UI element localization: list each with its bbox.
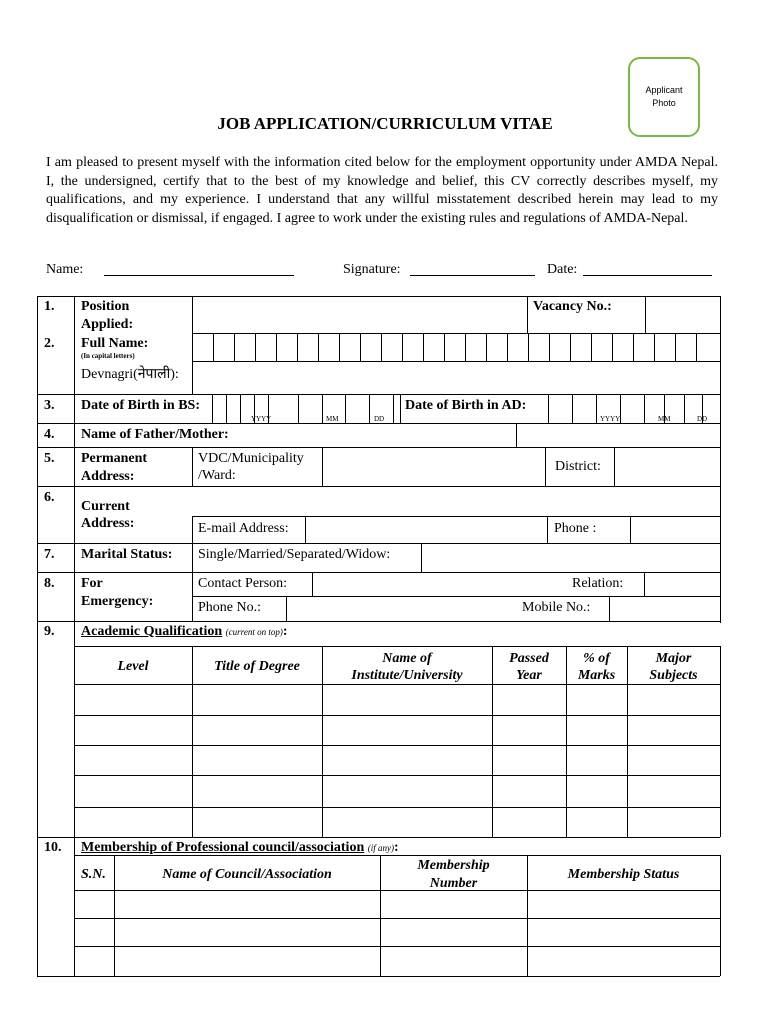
academic-row[interactable] — [75, 776, 720, 807]
signature-label: Signature: — [343, 262, 401, 277]
capital-letters-note: (In capital letters) — [81, 352, 135, 360]
phone-label: Phone : — [554, 521, 597, 536]
dob-ad-dd: DD — [697, 415, 708, 423]
dob-bs-field[interactable] — [213, 395, 393, 423]
row-number-1: 1. — [44, 299, 55, 314]
row-number-8: 8. — [44, 576, 55, 591]
row-number-10: 10. — [44, 840, 62, 855]
intro-paragraph: I am pleased to present myself with the information cited below for the employment opportunity under AMDA Nepal. I, the undersigned, certify that to the best of my knowledge and belief, this CV correctly describes myself, my qualifications, and my experience. I understand that any willful misstatement described herein may lead to my disqualification or dismissal, if engaged. I agree to work under the existing rules and regulations of AMDA-Nepal. — [46, 155, 718, 226]
photo-label-line1: Applicant — [645, 85, 683, 95]
district-label: District: — [555, 459, 601, 474]
academic-heading — [81, 623, 287, 641]
academic-row[interactable] — [75, 746, 720, 775]
academic-label: Academic Qualification — [81, 624, 223, 639]
emergency-label: Emergency: — [81, 594, 154, 609]
row-number-3: 3. — [44, 398, 55, 413]
dob-ad-yyyy: YYYY — [600, 415, 621, 423]
mobile-no-field[interactable] — [610, 597, 720, 621]
membership-label: Membership of Professional council/association — [81, 840, 365, 855]
row-number-6: 6. — [44, 490, 55, 505]
vdc-label-line1: VDC/Municipality — [198, 451, 304, 466]
academic-row[interactable] — [75, 808, 720, 837]
col-major-line1: Major — [655, 651, 692, 666]
current-address-field[interactable] — [193, 487, 720, 516]
dob-ad-field[interactable] — [549, 395, 719, 423]
name-line[interactable] — [104, 275, 294, 276]
fullname-label: Full Name: — [81, 336, 149, 351]
col-institute-line2: Institute/University — [351, 668, 463, 683]
signature-line[interactable] — [410, 275, 535, 276]
vacancy-label: Vacancy No.: — [533, 299, 612, 314]
row-number-9: 9. — [44, 624, 55, 639]
dob-bs-label: Date of Birth in BS: — [81, 398, 200, 413]
row-number-2: 2. — [44, 336, 55, 351]
permanent-address-label: Address: — [81, 469, 135, 484]
academic-note: (current on top) — [225, 627, 283, 637]
current-address-label: Address: — [81, 516, 135, 531]
col-degree: Title of Degree — [214, 659, 300, 674]
relation-field[interactable] — [645, 573, 720, 596]
vacancy-field[interactable] — [646, 297, 719, 333]
vdc-label-line2: /Ward: — [198, 468, 236, 483]
academic-row[interactable] — [75, 685, 720, 715]
col-membership-status: Membership Status — [567, 867, 680, 882]
father-mother-field[interactable] — [250, 424, 715, 447]
dob-ad-label: Date of Birth in AD: — [405, 398, 527, 413]
date-label: Date: — [547, 262, 578, 277]
fullname-letter-boxes[interactable] — [193, 334, 720, 361]
col-council: Name of Council/Association — [162, 867, 332, 882]
col-membership-number-line2: Number — [429, 876, 478, 891]
col-level: Level — [117, 659, 149, 674]
membership-row[interactable] — [75, 891, 720, 918]
devnagri-label: Devnagri(नेपाली): — [81, 367, 179, 382]
dob-bs-dd: DD — [374, 415, 385, 423]
col-membership-number-line1: Membership — [417, 858, 490, 873]
membership-row[interactable] — [75, 947, 720, 976]
row-number-7: 7. — [44, 547, 55, 562]
col-marks-line1: % of — [583, 651, 610, 666]
row-number-5: 5. — [44, 451, 55, 466]
phone-field[interactable] — [631, 517, 720, 543]
marital-options-label: Single/Married/Separated/Widow: — [198, 547, 391, 562]
vdc-field[interactable] — [323, 448, 544, 486]
col-major-line2: Subjects — [649, 668, 698, 683]
name-label: Name: — [46, 262, 84, 277]
position-field[interactable] — [193, 297, 526, 333]
applied-label: Applied: — [81, 317, 134, 332]
membership-colon: : — [393, 840, 399, 855]
contact-person-label: Contact Person: — [198, 576, 288, 591]
col-passed-line2: Year — [516, 668, 542, 683]
dob-ad-mm: MM — [658, 415, 671, 423]
col-institute-line1: Name of — [382, 651, 432, 666]
page-title: JOB APPLICATION/CURRICULUM VITAE — [217, 114, 553, 133]
row-number-4: 4. — [44, 427, 55, 442]
email-field[interactable] — [306, 517, 546, 543]
academic-row[interactable] — [75, 716, 720, 745]
current-label: Current — [81, 499, 130, 514]
phone-no-field[interactable] — [287, 597, 517, 621]
phone-no-label: Phone No.: — [198, 600, 261, 615]
academic-colon: : — [282, 624, 288, 639]
email-label: E-mail Address: — [198, 521, 289, 536]
col-passed-line1: Passed — [509, 651, 549, 666]
mobile-no-label: Mobile No.: — [522, 600, 591, 615]
position-label: Position — [81, 299, 130, 314]
father-mother-label: Name of Father/Mother: — [81, 427, 229, 442]
relation-label: Relation: — [572, 576, 624, 591]
col-sn: S.N. — [81, 867, 106, 882]
devnagri-field[interactable] — [193, 362, 720, 394]
contact-person-field[interactable] — [313, 573, 563, 596]
for-label: For — [81, 576, 103, 591]
district-field[interactable] — [615, 448, 720, 486]
photo-label-line2: Photo — [652, 98, 676, 108]
permanent-label: Permanent — [81, 451, 148, 466]
membership-row[interactable] — [75, 919, 720, 946]
date-line[interactable] — [583, 275, 712, 276]
dob-bs-yyyy: YYYY — [251, 415, 272, 423]
col-marks-line2: Marks — [577, 668, 616, 683]
marital-status-label: Marital Status: — [81, 547, 173, 562]
dob-bs-mm: MM — [326, 415, 339, 423]
membership-note: (if any) — [367, 843, 394, 853]
marital-status-field[interactable] — [422, 544, 720, 572]
membership-heading — [81, 839, 399, 857]
